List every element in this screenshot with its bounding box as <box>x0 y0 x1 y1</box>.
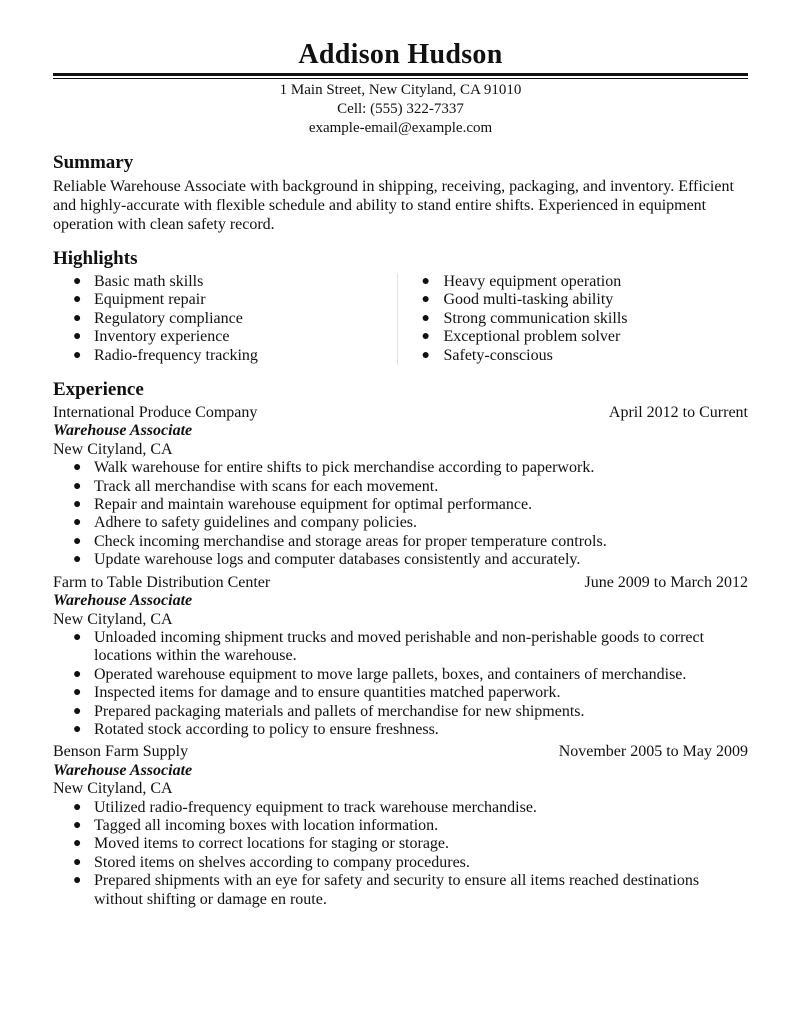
highlight-item: ● Good multi-tasking ability <box>421 291 614 309</box>
job-company: International Produce Company <box>53 404 258 422</box>
job-duty: ● Inspected items for damage and to ensure quantities matched paperwork. <box>73 684 561 702</box>
contact-phone: Cell: (555) 322-7337 <box>337 101 464 117</box>
job-company: Benson Farm Supply <box>53 743 189 761</box>
highlights-left-list <box>53 273 401 365</box>
bullet-icon: ● <box>421 347 430 363</box>
highlight-item: ● Safety-conscious <box>421 346 553 364</box>
highlights-heading: Highlights <box>53 248 138 269</box>
job-duty: ● Operated warehouse equipment to move large pallets, boxes, and containers of merchandise. <box>73 665 687 683</box>
summary-section <box>53 152 748 234</box>
bullet-icon: ● <box>73 310 82 326</box>
highlight-item: ● Strong communication skills <box>421 309 628 327</box>
highlights-right-list <box>401 273 749 365</box>
job-duty: ● Utilized radio-frequency equipment to track warehouse merchandise. <box>73 798 537 816</box>
job-duty: ● Moved items to correct locations for staging or storage. <box>73 835 450 853</box>
bullet-icon: ● <box>73 817 82 833</box>
highlights-right-column <box>401 273 749 365</box>
bullet-icon: ● <box>73 292 82 308</box>
bullet-icon: ● <box>73 329 82 345</box>
job-header <box>53 404 748 422</box>
highlights-left-column <box>53 273 401 365</box>
job-entry <box>53 574 748 740</box>
experience-heading: Experience <box>53 379 144 401</box>
job-duty: ● Update warehouse logs and computer databases consistently and accurately. <box>73 551 581 569</box>
bullet-icon: ● <box>73 685 82 701</box>
bullet-icon: ● <box>73 552 82 568</box>
experience-section <box>53 379 748 909</box>
job-duty: ● Stored items on shelves according to company procedures. <box>73 853 470 871</box>
highlights-columns <box>53 273 748 365</box>
job-duty: ● Check incoming merchandise and storage areas for proper temperature controls. <box>73 532 607 550</box>
contact-address: 1 Main Street, New Cityland, CA 91010 <box>279 82 522 98</box>
bullet-icon: ● <box>73 515 82 531</box>
job-entry <box>53 743 748 909</box>
bullet-icon: ● <box>73 347 82 363</box>
summary-heading: Summary <box>53 152 134 173</box>
job-dates: June 2009 to March 2012 <box>584 573 748 591</box>
highlights-section <box>53 248 748 365</box>
candidate-name: Addison Hudson <box>298 39 503 70</box>
job-duty: ● Prepared packaging materials and pallets of merchandise for new shipments. <box>73 702 585 720</box>
bullet-icon: ● <box>73 533 82 549</box>
job-duties-list <box>53 799 748 909</box>
job-location: New Cityland, CA <box>53 440 173 458</box>
bullet-icon: ● <box>73 460 82 476</box>
job-duties-list <box>53 629 748 739</box>
job-entry <box>53 404 748 570</box>
highlight-item: ● Radio-frequency tracking <box>73 346 258 364</box>
job-dates: April 2012 to Current <box>608 404 748 422</box>
job-position: Warehouse Associate <box>53 592 193 610</box>
job-location: New Cityland, CA <box>53 780 173 798</box>
highlight-item: ● Exceptional problem solver <box>421 328 621 346</box>
job-header <box>53 743 748 761</box>
job-duty: ● Rotated stock according to policy to ensure freshness. <box>73 720 439 738</box>
resume-header <box>53 40 748 138</box>
header-divider-thin <box>53 78 748 79</box>
summary-text: Reliable Warehouse Associate with background in shipping, receiving, packaging, and inventory. Efficient and highly-accurate with flexible schedule and ability to stand entire shifts. Experienced in equipment operation with clean safety record. <box>53 178 734 233</box>
bullet-icon: ● <box>73 497 82 513</box>
bullet-icon: ● <box>73 478 82 494</box>
job-duty: ● Prepared shipments with an eye for safety and security to ensure all items reached destinations without shifting or damage en route. <box>73 872 700 908</box>
job-dates: November 2005 to May 2009 <box>558 743 748 761</box>
job-position: Warehouse Associate <box>53 761 193 779</box>
job-company: Farm to Table Distribution Center <box>53 573 271 591</box>
bullet-icon: ● <box>421 292 430 308</box>
job-duty: ● Tagged all incoming boxes with location information. <box>73 816 439 834</box>
bullet-icon: ● <box>73 836 82 852</box>
highlight-item: ● Inventory experience <box>73 328 230 346</box>
highlight-item: ● Regulatory compliance <box>73 309 243 327</box>
job-duty: ● Unloaded incoming shipment trucks and moved perishable and non-perishable goods to correct locations within the warehouse. <box>73 628 705 665</box>
contact-email: example-email@example.com <box>308 120 493 136</box>
header-divider-thick <box>53 73 748 76</box>
bullet-icon: ● <box>73 274 82 289</box>
job-duty: ● Walk warehouse for entire shifts to pick merchandise according to paperwork. <box>73 459 595 477</box>
bullet-icon: ● <box>73 873 82 889</box>
job-duty: ● Adhere to safety guidelines and company policies. <box>73 514 418 532</box>
bullet-icon: ● <box>421 329 430 345</box>
bullet-icon: ● <box>73 721 82 737</box>
bullet-icon: ● <box>73 854 82 870</box>
job-header <box>53 574 748 592</box>
bullet-icon: ● <box>73 703 82 719</box>
job-location: New Cityland, CA <box>53 610 173 628</box>
highlight-item: ● Basic math skills <box>73 273 204 290</box>
highlight-item: ● Heavy equipment operation <box>421 273 622 290</box>
contact-block <box>53 81 748 138</box>
job-position: Warehouse Associate <box>53 422 193 440</box>
job-duty: ● Track all merchandise with scans for each movement. <box>73 477 439 495</box>
bullet-icon: ● <box>73 666 82 682</box>
bullet-icon: ● <box>421 274 430 289</box>
job-duties-list <box>53 459 748 569</box>
bullet-icon: ● <box>73 799 82 815</box>
bullet-icon: ● <box>73 629 82 645</box>
highlight-item: ● Equipment repair <box>73 291 206 309</box>
bullet-icon: ● <box>421 310 430 326</box>
job-duty: ● Repair and maintain warehouse equipment for optimal performance. <box>73 496 533 514</box>
